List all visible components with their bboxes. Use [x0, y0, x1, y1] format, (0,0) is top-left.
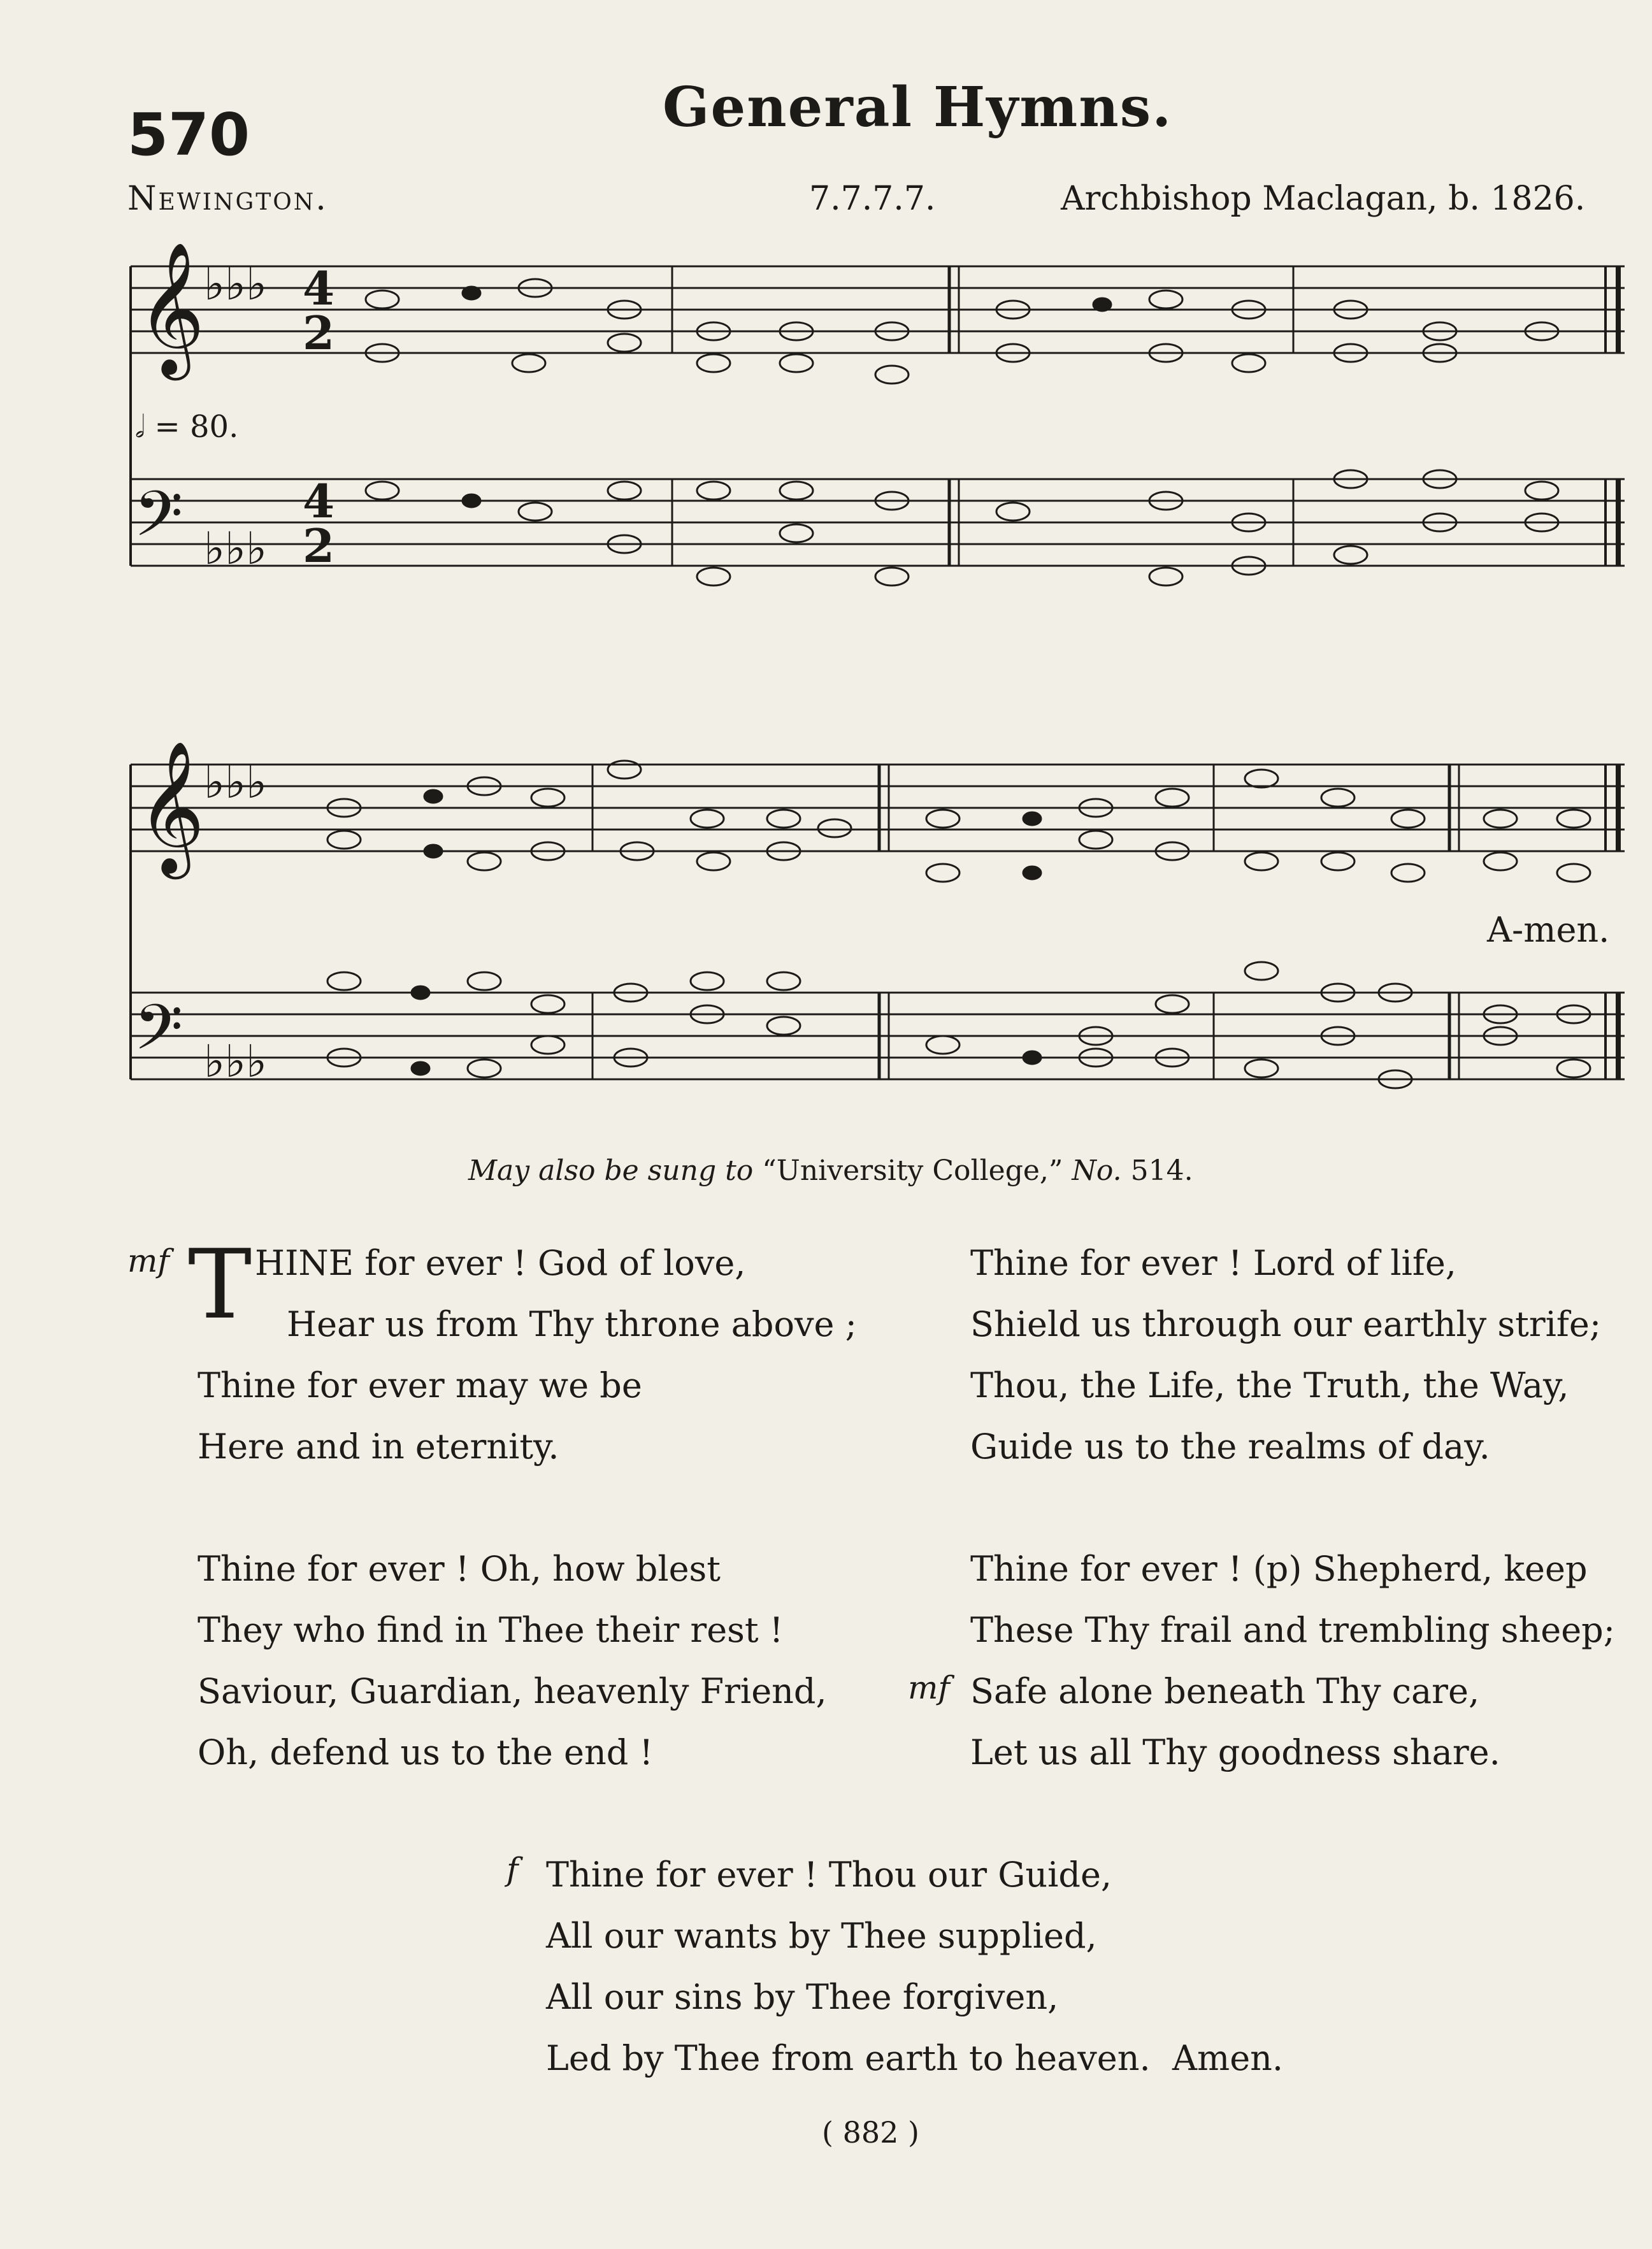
stanza-line: Thou, the Life, the Truth, the Way,: [970, 1365, 1569, 1405]
tune-name: Newington.: [127, 180, 328, 218]
amen-lyric: A-men.: [1487, 910, 1610, 950]
dynamic-marking: mf: [127, 1242, 169, 1279]
meter: 7.7.7.7.: [809, 180, 936, 218]
stanza-4: [970, 1539, 1615, 1783]
stanza-line: Safe alone beneath Thy care,: [970, 1671, 1480, 1711]
alt-tune-number-label: No.: [1072, 1154, 1122, 1187]
stanza-line: These Thy frail and trembling sheep;: [970, 1610, 1615, 1650]
stanza-line: Shield us through our earthly strife;: [970, 1304, 1602, 1344]
stanza-line: Saviour, Guardian, heavenly Friend,: [198, 1671, 827, 1711]
bass-clef-icon: 𝄢: [134, 478, 183, 566]
staff-system1-treble: [131, 266, 1625, 353]
stanza-1: [198, 1233, 857, 1477]
svg-text:♭♭♭: ♭♭♭: [204, 1035, 268, 1088]
stanza-line: Here and in eternity.: [198, 1426, 559, 1467]
stanza-line: Thine for ever ! (p) Shepherd, keep: [970, 1549, 1588, 1589]
stanza-line: Let us all Thy goodness share.: [970, 1732, 1500, 1772]
dynamic-marking: mf: [908, 1669, 950, 1706]
stanza-line: Led by Thee from earth to heaven. Amen.: [546, 2038, 1284, 2078]
staff-system1-bass: [131, 479, 1625, 566]
alt-tune-name: “University College,”: [762, 1154, 1063, 1187]
stanza-line: All our sins by Thee forgiven,: [546, 1977, 1059, 2017]
alt-tune-number: 514.: [1130, 1154, 1193, 1187]
stanza-5: [546, 1844, 1283, 2089]
page-heading: General Hymns.: [663, 75, 1173, 140]
svg-text:2: 2: [303, 519, 335, 573]
hymn-number: 570: [127, 101, 250, 169]
alt-tune-prefix: May also be sung to: [468, 1154, 754, 1187]
dynamic-marking: f: [506, 1851, 519, 1888]
tempo-marking: 𝅗𝅥 = 80.: [135, 409, 239, 445]
svg-text:♭♭♭: ♭♭♭: [204, 258, 268, 310]
svg-text:4: 4: [303, 474, 335, 528]
treble-clef-icon: 𝄞: [137, 241, 205, 375]
svg-text:2: 2: [303, 306, 335, 360]
svg-text:♭♭♭: ♭♭♭: [204, 522, 268, 575]
stanza-line: Thine for ever may we be: [198, 1365, 642, 1405]
svg-text:♭♭♭: ♭♭♭: [204, 756, 268, 808]
stanza-3: [198, 1539, 827, 1783]
drop-cap: T: [188, 1230, 252, 1340]
stanza-line: They who find in Thee their rest !: [198, 1610, 784, 1650]
stanza-line: Guide us to the realms of day.: [970, 1426, 1490, 1467]
page-number: ( 882 ): [822, 2115, 919, 2150]
stanza-line: Hear us from Thy throne above ;: [287, 1304, 857, 1344]
stanza-line: Thine for ever ! Thou our Guide,: [546, 1855, 1112, 1895]
stanza-line: HINE for ever ! God of love,: [255, 1243, 746, 1283]
stanza-line: Oh, defend us to the end !: [198, 1732, 654, 1772]
treble-clef-icon: 𝄞: [137, 740, 205, 873]
stanza-line: All our wants by Thee supplied,: [546, 1916, 1097, 1956]
bass-clef-icon: 𝄢: [134, 991, 183, 1080]
composer: Archbishop Maclagan, b. 1826.: [1061, 180, 1586, 218]
stanza-line: Thine for ever ! Oh, how blest: [198, 1549, 721, 1589]
stanza-line: Thine for ever ! Lord of life,: [970, 1243, 1456, 1283]
stanza-2: [970, 1233, 1601, 1477]
music-score: [0, 0, 1652, 1121]
svg-text:4: 4: [303, 261, 335, 315]
alternate-tune-note: [468, 1154, 1193, 1187]
